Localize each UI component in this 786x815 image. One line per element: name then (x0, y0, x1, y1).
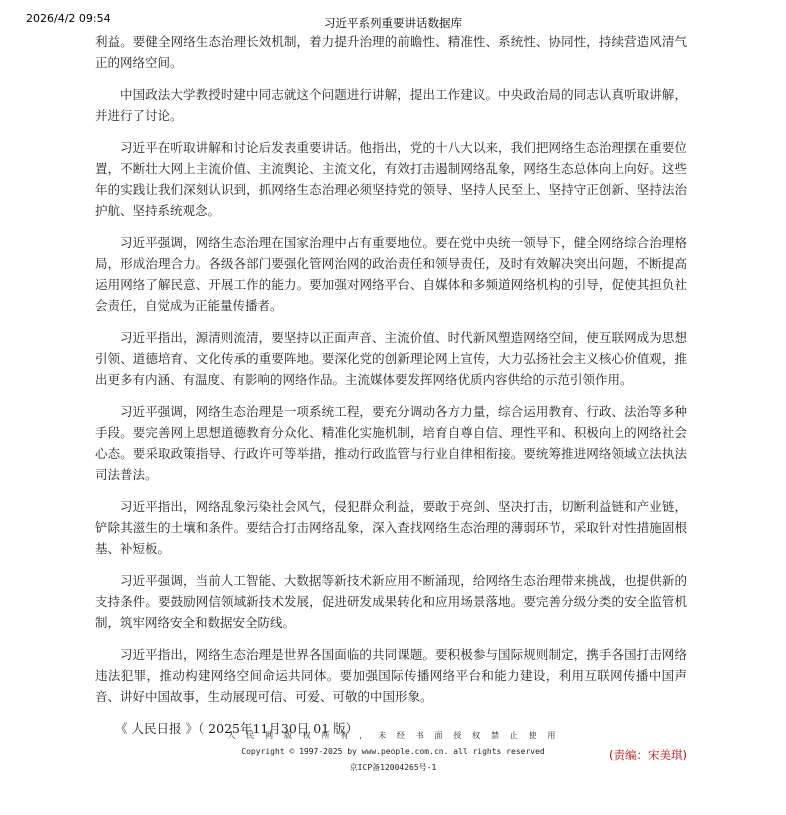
article-paragraph: 习近平指出，源清则流清，要坚持以正面声音、主流价值、时代新风塑造网络空间，使互联网成为思想引领、道德培育、文化传承的重要阵地。要深化党的创新理论网上宣传，大力弘扬社会主义核心价值观，推出更多有内涵、有温度、有影响的网络作品。主流媒体要发挥网络优质内容供给的示范引领作用。 (95, 330, 687, 387)
page-title: 习近平系列重要讲话数据库 (324, 16, 462, 30)
footer-copyright: Copyright © 1997-2025 by www.people.com.cn. all rights reserved (241, 747, 545, 756)
print-datetime: 2026/4/2 09:54 (26, 12, 111, 25)
article-source: 《 人民日报 》（ 2025年11月30日 01 版） (115, 721, 359, 736)
editor-credit: (责编：宋美琪) (609, 748, 687, 762)
article-body (95, 31, 687, 766)
footer-rights: 人 民 网 版 权 所 有 ， 未 经 书 面 授 权 禁 止 使 用 (227, 731, 559, 740)
article-paragraph: 习近平指出，网络生态治理是世界各国面临的共同课题。要积极参与国际规则制定，携手各国打击网络违法犯罪，推动构建网络空间命运共同体。要加强国际传播网络平台和能力建设，利用互联网传播中国声音、讲好中国故事，生动展现可信、可爱、可敬的中国形象。 (95, 647, 687, 704)
article-paragraph: 中国政法大学教授时建中同志就这个问题进行讲解，提出工作建议。中央政治局的同志认真听取讲解，并进行了讨论。 (95, 87, 687, 123)
article-paragraph: 习近平强调，网络生态治理是一项系统工程，要充分调动各方力量，综合运用教育、行政、法治等多种手段。要完善网上思想道德教育分众化、精准化实施机制，培育自尊自信、理性平和、积极向上的网络社会心态。要采取政策指导、行政许可等举措，推动行政监管与行业自律相衔接。要统筹推进网络领域立法执法司法普法。 (95, 404, 687, 482)
article-paragraph: 习近平强调，网络生态治理在国家治理中占有重要地位。要在党中央统一领导下，健全网络综合治理格局，形成治理合力。各级各部门要强化管网治网的政治责任和领导责任，及时有效解决突出问题，不断提高运用网络了解民意、开展工作的能力。要加强对网络平台、自媒体和多频道网络机构的引导，促使其担负社会责任，自觉成为正能量传播者。 (95, 235, 687, 313)
article-paragraph: 习近平指出，网络乱象污染社会风气，侵犯群众利益，要敢于亮剑、坚决打击，切断利益链和产业链，铲除其滋生的土壤和条件。要结合打击网络乱象，深入查找网络生态治理的薄弱环节，采取针对性措施固根基、补短板。 (95, 499, 687, 556)
article-paragraph: 习近平在听取讲解和讨论后发表重要讲话。他指出，党的十八大以来，我们把网络生态治理摆在重要位置，不断壮大网上主流价值、主流舆论、主流文化，有效打击遏制网络乱象，网络生态总体向上向好。这些年的实践让我们深刻认识到，抓网络生态治理必须坚持党的领导、坚持人民至上、坚持守正创新、坚持法治护航、坚持系统观念。 (95, 140, 687, 218)
article-paragraph: 习近平强调，当前人工智能、大数据等新技术新应用不断涌现，给网络生态治理带来挑战，也提供新的支持条件。要鼓励网信领域新技术发展，促进研发成果转化和应用场景落地。要完善分级分类的安全监管机制，筑牢网络安全和数据安全防线。 (95, 573, 687, 630)
print-header (0, 10, 786, 28)
footer-icp: 京ICP备12004265号-1 (349, 763, 437, 772)
page-footer (0, 728, 786, 776)
article-paragraph: 利益。要健全网络生态治理长效机制，着力提升治理的前瞻性、精准性、系统性、协同性，持续营造风清气正的网络空间。 (95, 34, 687, 70)
